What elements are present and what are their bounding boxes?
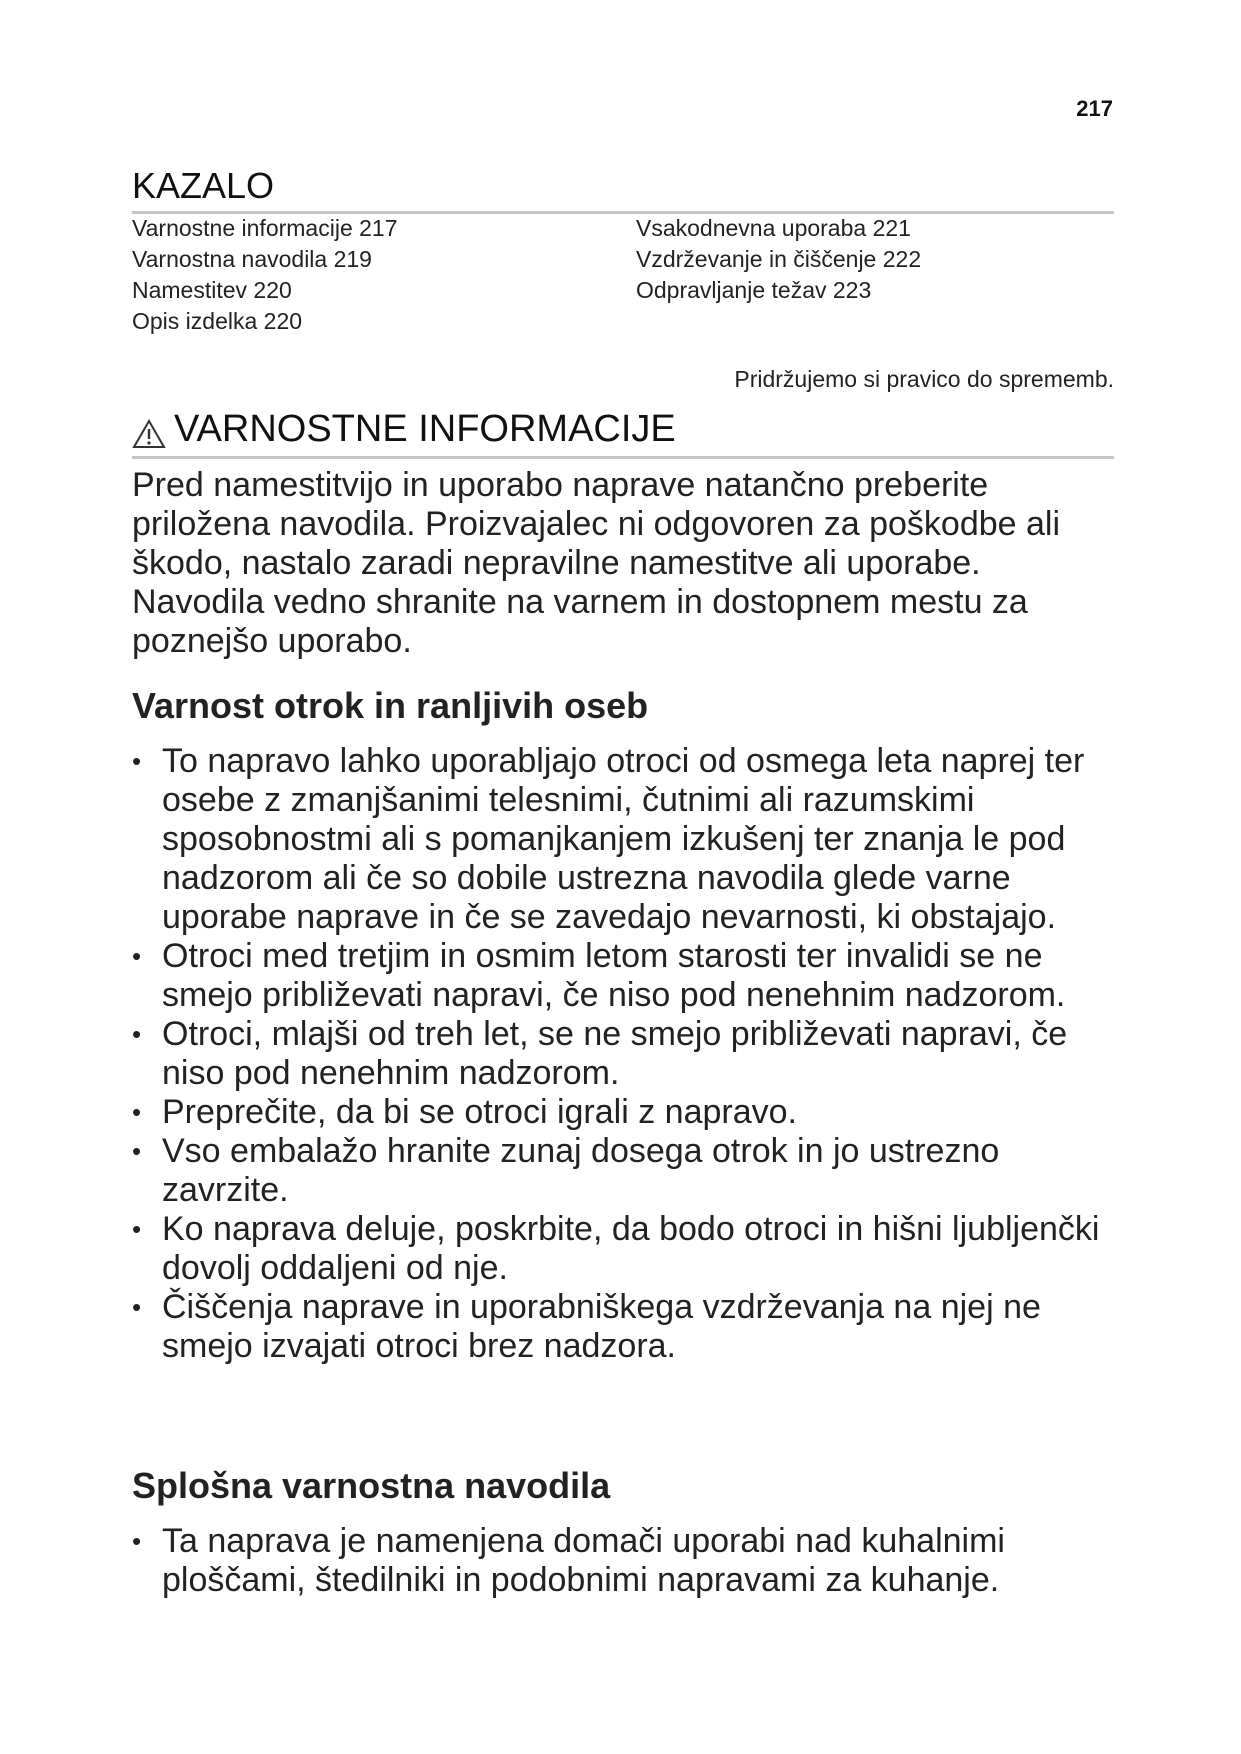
list-item bbox=[132, 937, 1114, 1015]
bullet-icon: • bbox=[132, 1097, 142, 1127]
children-safety-heading: Varnost otrok in ranljivih oseb bbox=[132, 685, 649, 726]
list-item-text: Ta naprava je namenjena domači uporabi nad kuhalnimi ploščami, štedilniki in podobnimi napravami za kuhanje. bbox=[162, 1522, 1005, 1599]
safety-heading bbox=[132, 404, 1114, 454]
children-safety-list bbox=[132, 742, 1114, 1366]
toc-right-column bbox=[636, 213, 1114, 337]
list-item bbox=[132, 1522, 1114, 1600]
list-item-text: Otroci, mlajši od treh let, se ne smejo približevati napravi, če niso pod nenehnim nadzorom. bbox=[162, 1015, 1068, 1092]
bullet-icon: • bbox=[132, 941, 142, 971]
page-number: 217 bbox=[1076, 96, 1113, 121]
list-item bbox=[132, 1132, 1114, 1210]
general-safety-list bbox=[132, 1522, 1114, 1600]
table-of-contents bbox=[132, 213, 1114, 337]
list-item-text: To napravo lahko uporabljajo otroci od osmega leta naprej ter osebe z zmanjšanimi telesnimi, čutnimi ali razumskimi sposobnostmi ali s pomanjkanjem izkušenj ter znanja le pod nadzorom ali če so dobile ustrezna navodila glede varne uporabe naprave in če se zavedajo nevarnosti, ki obstajajo. bbox=[162, 742, 1085, 936]
toc-item[interactable]: Vsakodnevna uporaba 221 bbox=[636, 215, 911, 241]
list-item bbox=[132, 1093, 1114, 1132]
general-safety-heading: Splošna varnostna navodila bbox=[132, 1465, 611, 1506]
toc-title: KAZALO bbox=[132, 165, 275, 206]
bullet-icon: • bbox=[132, 1292, 142, 1322]
list-item-text: Otroci med tretjim in osmim letom starosti ter invalidi se ne smejo približevati napravi, če niso pod nenehnim nadzorom. bbox=[162, 937, 1066, 1014]
bullet-icon: • bbox=[132, 1136, 142, 1166]
list-item-text: Vso embalažo hranite zunaj dosega otrok in jo ustrezno zavrzite. bbox=[162, 1132, 1000, 1209]
toc-left-column bbox=[132, 213, 636, 337]
list-item-text: Ko naprava deluje, poskrbite, da bodo otroci in hišni ljubljenčki dovolj oddaljeni od nje. bbox=[162, 1210, 1100, 1287]
toc-item[interactable]: Varnostne informacije 217 bbox=[132, 215, 398, 241]
list-item-text: Preprečite, da bi se otroci igrali z napravo. bbox=[162, 1093, 797, 1131]
toc-item[interactable]: Vzdrževanje in čiščenje 222 bbox=[636, 246, 922, 272]
toc-item[interactable]: Opis izdelka 220 bbox=[132, 308, 303, 334]
bullet-icon: • bbox=[132, 1019, 142, 1049]
bullet-icon: • bbox=[132, 1526, 142, 1556]
list-item-text: Čiščenja naprave in uporabniškega vzdrževanja na njej ne smejo izvajati otroci brez nadzora. bbox=[162, 1288, 1041, 1365]
safety-heading-text: VARNOSTNE INFORMACIJE bbox=[174, 408, 676, 450]
list-item bbox=[132, 1015, 1114, 1093]
toc-item[interactable]: Namestitev 220 bbox=[132, 277, 292, 303]
reserve-note: Pridržujemo si pravico do sprememb. bbox=[734, 366, 1114, 392]
safety-divider bbox=[132, 456, 1114, 459]
bullet-icon: • bbox=[132, 1214, 142, 1244]
list-item bbox=[132, 1288, 1114, 1366]
toc-item[interactable]: Varnostna navodila 219 bbox=[132, 246, 372, 272]
warning-triangle-icon bbox=[132, 413, 166, 445]
list-item bbox=[132, 742, 1114, 937]
toc-item[interactable]: Odpravljanje težav 223 bbox=[636, 277, 872, 303]
safety-intro: Pred namestitvijo in uporabo naprave natančno preberite priložena navodila. Proizvajalec ni odgovoren za poškodbe ali škodo, nastalo zaradi nepravilne namestitve ali uporabe. Navodila vedno shranite na varnem in dostopnem mestu za poznejšo uporabo. bbox=[132, 466, 1061, 660]
bullet-icon: • bbox=[132, 746, 142, 776]
list-item bbox=[132, 1210, 1114, 1288]
